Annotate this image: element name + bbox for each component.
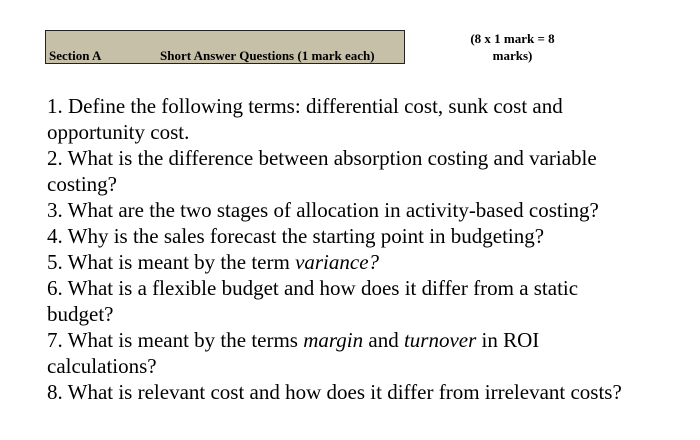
question-7-and: and [363,328,404,352]
question-5-term: variance? [295,250,380,274]
question-list [47,93,647,405]
question-7-tail: in ROI calculations? [47,328,540,378]
question-7-text: 7. What is meant by the terms [47,328,304,352]
question-5-text: 5. What is meant by the term [47,250,296,274]
question-2: 2. What is the difference between absorption costing and variable costing? [47,146,597,196]
marks-line-1: (8 x 1 mark = 8 [470,31,555,46]
section-label: Section A [49,48,102,63]
question-1: 1. Define the following terms: differential cost, sunk cost and opportunity cost. [47,94,563,144]
question-7-term-turnover: turnover [403,328,477,352]
section-title: Short Answer Questions (1 mark each) [160,48,375,63]
marks-allocation [440,30,585,64]
section-header-box [45,30,405,64]
question-7-term-margin: margin [303,328,364,352]
question-4: 4. Why is the sales forecast the starting point in budgeting? [47,224,545,248]
marks-line-2: marks) [492,48,533,63]
question-6: 6. What is a flexible budget and how does it differ from a static budget? [47,276,579,326]
question-5 [47,249,647,275]
question-8: 8. What is relevant cost and how does it differ from irrelevant costs? [47,380,622,404]
question-7 [47,327,647,379]
question-3: 3. What are the two stages of allocation in activity-based costing? [47,198,599,222]
